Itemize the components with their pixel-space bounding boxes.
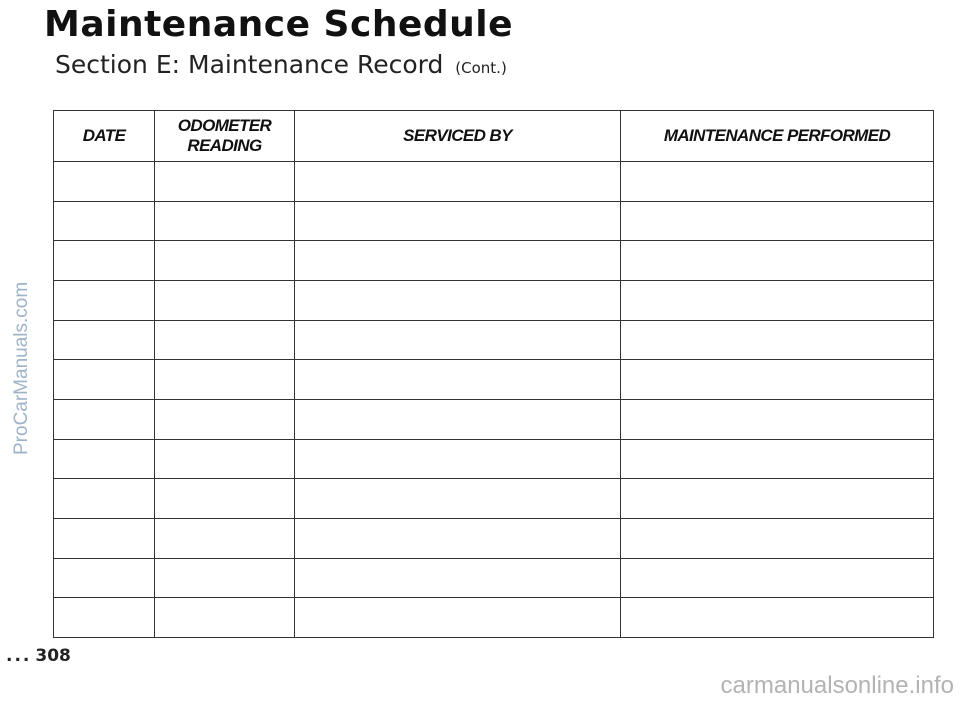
table-cell — [155, 241, 295, 281]
table-cell — [621, 360, 934, 400]
page-number-dots: ... — [6, 646, 32, 666]
table-cell — [295, 518, 621, 558]
table-cell — [295, 558, 621, 598]
table-cell — [295, 439, 621, 479]
table-cell — [54, 558, 155, 598]
table-row — [54, 439, 934, 479]
table-cell — [621, 558, 934, 598]
table-cell — [621, 241, 934, 281]
table-cell — [155, 598, 295, 638]
column-header-line: ODOMETER — [177, 116, 272, 135]
table-cell — [621, 439, 934, 479]
column-header-maintenance-performed — [621, 111, 934, 162]
table-cell — [54, 241, 155, 281]
table-cell — [621, 518, 934, 558]
table-cell — [621, 280, 934, 320]
table-row — [54, 598, 934, 638]
table-cell — [54, 399, 155, 439]
table-cell — [621, 479, 934, 519]
subtitle-text: Section E: Maintenance Record — [55, 50, 444, 79]
table-cell — [295, 162, 621, 202]
table-cell — [295, 360, 621, 400]
table-cell — [155, 162, 295, 202]
table-row — [54, 558, 934, 598]
column-header-date — [54, 111, 155, 162]
page-number-value: 308 — [35, 646, 71, 666]
table-cell — [54, 479, 155, 519]
table-header-row — [54, 111, 934, 162]
table-row — [54, 479, 934, 519]
column-header-line: READING — [187, 136, 262, 155]
table-row — [54, 399, 934, 439]
table-cell — [54, 518, 155, 558]
table-row — [54, 162, 934, 202]
column-header-line: SERVICED BY — [403, 126, 512, 145]
column-header-odometer-reading — [155, 111, 295, 162]
page-title: Maintenance Schedule — [44, 4, 514, 45]
column-header-line: MAINTENANCE PERFORMED — [663, 126, 891, 145]
table-cell — [295, 201, 621, 241]
table-cell — [54, 360, 155, 400]
table-cell — [155, 360, 295, 400]
table-cell — [295, 399, 621, 439]
table-cell — [621, 598, 934, 638]
page-number — [6, 646, 71, 666]
table-row — [54, 201, 934, 241]
table-cell — [54, 162, 155, 202]
column-header-serviced-by — [295, 111, 621, 162]
table-cell — [295, 280, 621, 320]
table-cell — [54, 320, 155, 360]
table-row — [54, 320, 934, 360]
table-row — [54, 241, 934, 281]
side-watermark: ProCarManuals.com — [11, 281, 32, 455]
table-cell — [155, 558, 295, 598]
table-cell — [155, 280, 295, 320]
table-cell — [155, 399, 295, 439]
table-cell — [295, 479, 621, 519]
column-header-line: DATE — [82, 126, 126, 145]
maintenance-record-table — [53, 110, 934, 638]
table-row — [54, 360, 934, 400]
table-cell — [155, 439, 295, 479]
table-cell — [621, 399, 934, 439]
table-cell — [295, 320, 621, 360]
table-cell — [54, 280, 155, 320]
table-cell — [295, 241, 621, 281]
table-row — [54, 518, 934, 558]
table-cell — [54, 598, 155, 638]
table-row — [54, 280, 934, 320]
subtitle-suffix: (Cont.) — [455, 59, 507, 77]
table-cell — [54, 439, 155, 479]
bottom-watermark: carmanualsonline.info — [720, 672, 954, 699]
table-cell — [54, 201, 155, 241]
table-cell — [155, 320, 295, 360]
table-cell — [295, 598, 621, 638]
page-subtitle — [55, 50, 507, 79]
table-body — [54, 162, 934, 638]
table-cell — [621, 201, 934, 241]
table-cell — [155, 479, 295, 519]
table-cell — [155, 201, 295, 241]
table-cell — [621, 162, 934, 202]
table-cell — [155, 518, 295, 558]
table-cell — [621, 320, 934, 360]
